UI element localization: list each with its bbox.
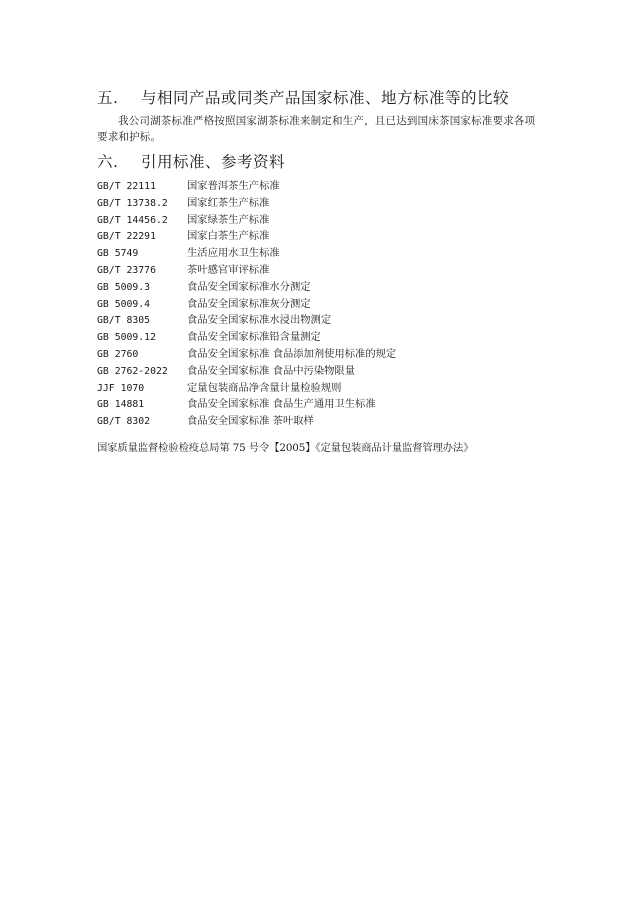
reference-row bbox=[97, 312, 547, 329]
section-6-title: 引用标准、参考资料 bbox=[141, 153, 286, 171]
reference-title: 生活应用水卫生标准 bbox=[187, 247, 280, 260]
reference-title: 国家白茶生产标准 bbox=[187, 230, 270, 243]
reference-title: 食品安全国家标准 食品生产通用卫生标准 bbox=[187, 398, 376, 411]
section-6-number: 六. bbox=[97, 153, 119, 171]
reference-title: 食品安全国家标准水分测定 bbox=[187, 280, 311, 293]
reference-list bbox=[97, 178, 547, 430]
reference-code: GB 5009.12 bbox=[97, 332, 156, 344]
footer-reference: 国家质量监督检验检疫总局第 75 号令【2005】《定量包装商品计量监督管理办法》 bbox=[97, 442, 474, 454]
reference-code: GB/T 14456.2 bbox=[97, 214, 168, 226]
reference-code: GB 14881 bbox=[97, 399, 145, 411]
reference-code: GB/T 22111 bbox=[97, 181, 156, 192]
section-6-heading bbox=[97, 150, 285, 172]
reference-code: GB/T 8305 bbox=[97, 315, 151, 327]
reference-row bbox=[97, 245, 547, 262]
reference-code: GB 2762-2022 bbox=[97, 365, 168, 377]
reference-title: 食品安全国家标准 食品添加剂使用标准的规定 bbox=[187, 347, 397, 360]
reference-row bbox=[97, 178, 547, 195]
reference-code: GB/T 8302 bbox=[97, 416, 151, 428]
reference-title: 国家普洱茶生产标准 bbox=[187, 180, 280, 192]
reference-title: 国家绿茶生产标准 bbox=[187, 213, 270, 226]
reference-title: 食品安全国家标准水浸出物测定 bbox=[187, 314, 332, 327]
reference-code: JJF 1070 bbox=[97, 382, 145, 394]
reference-code: GB 5749 bbox=[97, 248, 139, 260]
reference-title: 国家红茶生产标准 bbox=[187, 196, 270, 209]
reference-title: 食品安全国家标准 食品中污染物限量 bbox=[187, 364, 356, 377]
reference-code: GB 2760 bbox=[97, 348, 139, 360]
reference-title: 食品安全国家标准铅含量测定 bbox=[187, 331, 321, 344]
reference-title: 食品安全国家标准 茶叶取样 bbox=[187, 415, 314, 428]
reference-title: 定量包装商品净含量计量检验规则 bbox=[187, 381, 342, 394]
reference-title: 食品安全国家标准灰分测定 bbox=[187, 297, 311, 310]
section-5-number: 五. bbox=[97, 89, 119, 107]
reference-row bbox=[97, 279, 547, 296]
reference-row bbox=[97, 380, 547, 397]
reference-row bbox=[97, 346, 547, 363]
reference-row bbox=[97, 195, 547, 212]
section-5-title: 与相同产品或同类产品国家标准、地方标准等的比较 bbox=[141, 89, 510, 107]
section-5-paragraph: 我公司湖茶标准严格按照国家湖茶标准来制定和生产，且已达到国床茶国家标准要求各项要求和护标。 bbox=[97, 115, 536, 143]
reference-row bbox=[97, 296, 547, 313]
reference-row bbox=[97, 212, 547, 229]
reference-row bbox=[97, 228, 547, 245]
reference-code: GB/T 22291 bbox=[97, 231, 156, 243]
reference-row bbox=[97, 329, 547, 346]
reference-code: GB/T 23776 bbox=[97, 264, 156, 276]
reference-row bbox=[97, 363, 547, 380]
reference-row bbox=[97, 413, 547, 430]
reference-row bbox=[97, 396, 547, 413]
reference-title: 茶叶感官审评标准 bbox=[187, 263, 270, 276]
reference-code: GB 5009.3 bbox=[97, 281, 151, 293]
reference-code: GB 5009.4 bbox=[97, 298, 151, 310]
section-5-heading bbox=[97, 86, 509, 108]
reference-row bbox=[97, 262, 547, 279]
reference-code: GB/T 13738.2 bbox=[97, 197, 168, 209]
